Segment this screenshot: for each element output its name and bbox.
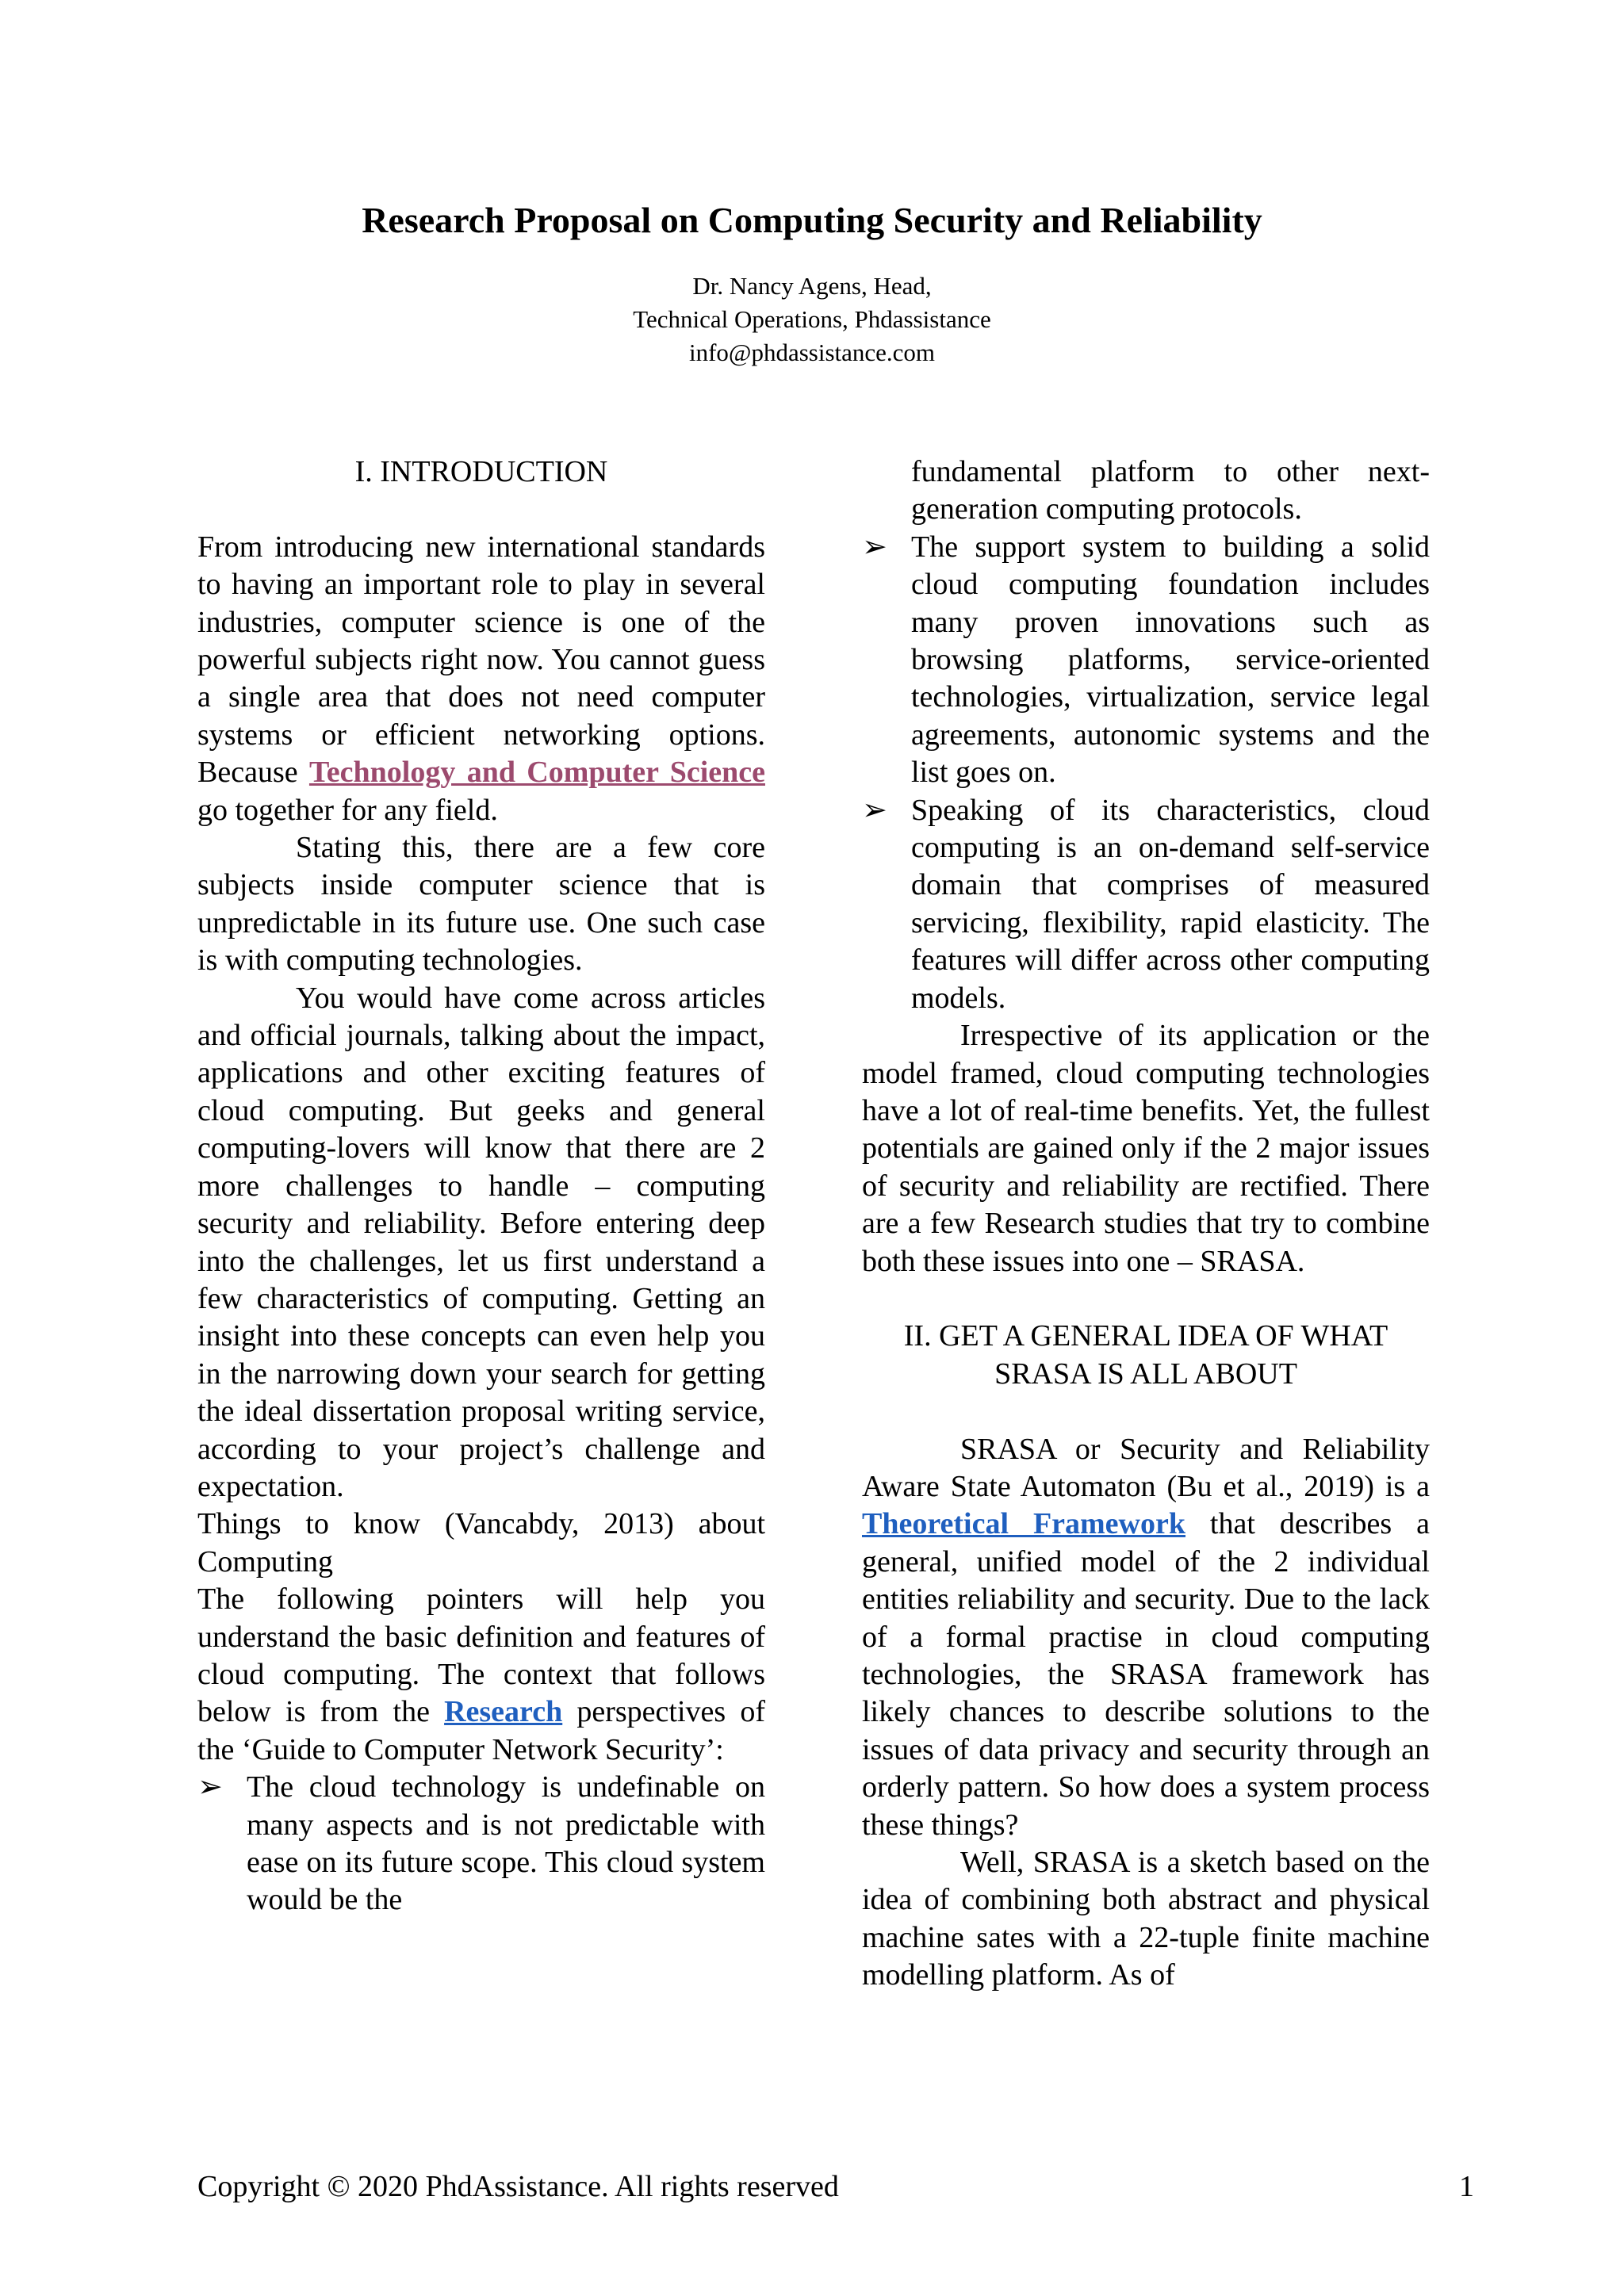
intro-paragraph-3: You would have come across articles and official journals, talking about the impact, applications and other exciting features of cloud computing. But geeks and general computing-lovers will know that there are 2 more challenges to handle – computing security and reliability. Before entering deep into the challenges, let us first understand a few characteristics of computing. Getting an insight into these concepts can even help you in the narrowing down your search for getting the ideal dissertation proposal writing service, according to your project’s challenge and expectation.	[197, 981, 765, 1503]
document-title: Research Proposal on Computing Security and Reliability	[362, 200, 1262, 240]
section-heading-srasa-line-1: II. GET A GENERAL IDEA OF WHAT	[903, 1319, 1388, 1353]
srasa-paragraph-2: Well, SRASA is a sketch based on the idea of combining both abstract and physical machine sates with a 22-tuple finite machine modelling platform. As of	[862, 1846, 1430, 1992]
intro-paragraph-1	[197, 529, 765, 829]
section-heading-introduction: I. INTRODUCTION	[354, 455, 608, 488]
arrow-bullet-icon: ➢	[197, 1770, 223, 1804]
intro-paragraph-1-tail: go together for any field.	[197, 793, 498, 827]
author-affiliation: Technical Operations, Phdassistance	[633, 305, 991, 333]
section-heading-srasa	[862, 1318, 1430, 1393]
pointers-paragraph	[197, 1581, 765, 1769]
copyright-notice: Copyright © 2020 PhdAssistance. All rights reserved	[197, 2170, 839, 2203]
research-link[interactable]: Research	[444, 1695, 563, 1729]
srasa-paragraph-1-tail: that describes a general, unified model of the 2 individual entities reliability and security. Due to the lack of a formal practise in cloud computing technologies, the SRASA framework has likely chances to describe solutions to the issues of data privacy and security through an orderly pattern. So how does a system process these things?	[862, 1507, 1430, 1842]
right-column	[862, 453, 1430, 1995]
bullet-list-left	[197, 1769, 765, 1919]
srasa-paragraph-1-text: SRASA or Security and Reliability Aware State Automaton (Bu et al., 2019) is a	[862, 1432, 1430, 1503]
spacer	[862, 1393, 1430, 1430]
bullet-item-2-text: The support system to building a solid cloud computing foundation includes many proven innovations such as browsing platforms, service-oriented technologies, virtualization, service legal agreements, autonomic systems and the list goes on.	[911, 530, 1430, 790]
srasa-paragraph-1	[862, 1431, 1430, 1844]
technology-computer-science-link[interactable]: Technology and Computer Science	[308, 756, 765, 790]
bullet-item-3	[862, 792, 1430, 1017]
intro-paragraph-1-text: From introducing new international standards to having an important role to play in several industries, computer science is one of the powerful subjects right now. You cannot guess a single area that does not need computer systems or efficient networking options. Because	[197, 530, 765, 790]
bullet-list-right	[862, 529, 1430, 1017]
bullet-item-2	[862, 529, 1430, 792]
benefits-paragraph: Irrespective of its application or the model framed, cloud computing technologies have a lot of real-time benefits. Yet, the fullest potentials are gained only if the 2 major issues of security and reliability are rectified. There are a few Research studies that try to combine both these issues into one – SRASA.	[862, 1019, 1430, 1278]
arrow-bullet-icon: ➢	[862, 530, 887, 564]
left-column	[197, 453, 765, 1919]
things-to-know-line: Things to know (Vancabdy, 2013) about Computing	[197, 1507, 765, 1578]
intro-paragraph-2: Stating this, there are a few core subjects inside computer science that is unpredictable in its future use. One such case is with computing technologies.	[197, 831, 765, 978]
pointers-paragraph-text: The following pointers will help you understand the basic definition and features of cloud computing. The context that follows below is from the	[197, 1582, 765, 1729]
bullet-item-1-continuation: fundamental platform to other next-generation computing protocols.	[911, 455, 1430, 526]
pointers-paragraph-tail: perspectives of the ‘Guide to Computer Network Security’:	[197, 1695, 765, 1766]
author-block	[0, 270, 1624, 369]
page-number: 1	[1459, 2170, 1474, 2203]
arrow-bullet-icon: ➢	[862, 793, 887, 827]
bullet-item-3-text: Speaking of its characteristics, cloud computing is an on-demand self-service domain that comprises of measured servicing, flexibility, rapid elasticity. The features will differ across other computing models.	[911, 793, 1430, 1015]
spacer	[197, 491, 765, 528]
bullet-item-1-text: The cloud technology is undefinable on many aspects and is not predictable with ease on its future scope. This cloud system would be the	[247, 1770, 765, 1917]
author-email: info@phdassistance.com	[688, 339, 936, 366]
spacer	[862, 1280, 1430, 1318]
bullet-item-1	[197, 1769, 765, 1919]
section-heading-srasa-line-2: SRASA IS ALL ABOUT	[994, 1357, 1297, 1391]
page-footer	[197, 2167, 1474, 2206]
author-name: Dr. Nancy Agens, Head,	[692, 272, 932, 300]
theoretical-framework-link[interactable]: Theoretical Framework	[862, 1507, 1185, 1541]
